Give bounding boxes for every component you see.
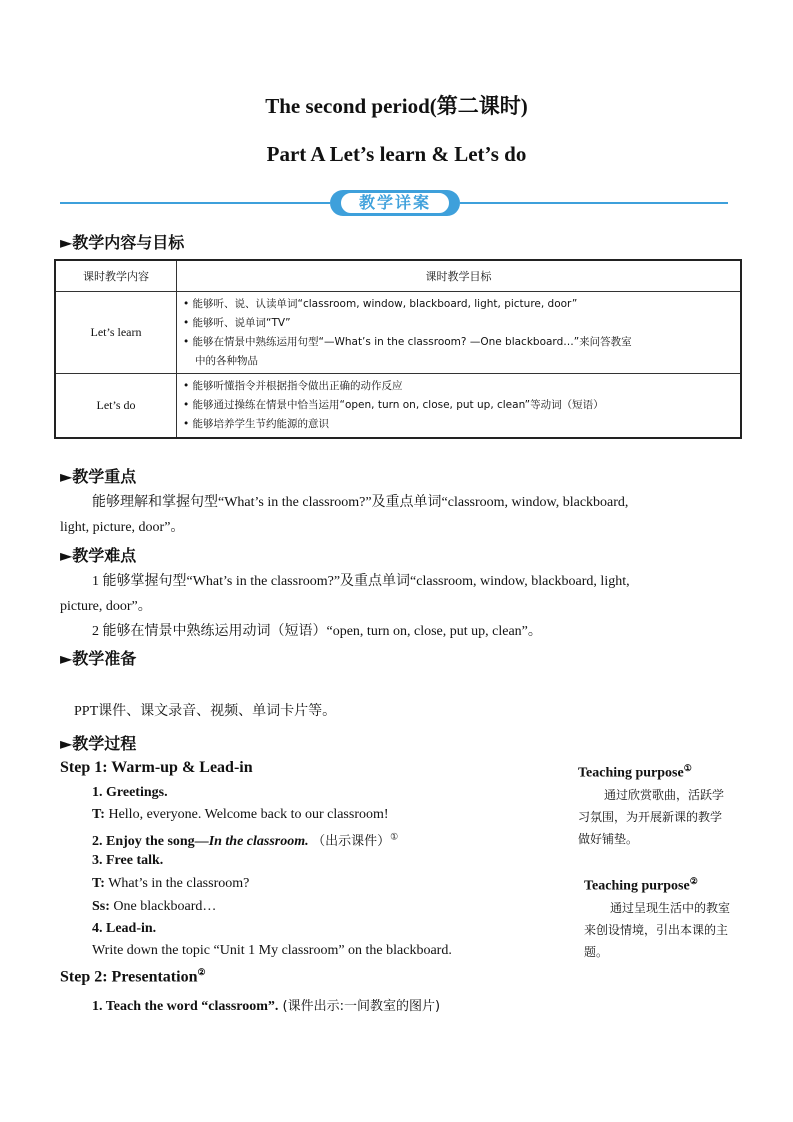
difficulties-line3: 2 能够在情景中熟练运用动词（短语）“open, turn on, close, put up, clean”。	[92, 624, 542, 639]
table-header-content: 课时教学内容	[55, 260, 177, 292]
speaker-label: T:	[92, 876, 105, 891]
free-talk-item: 3. Free talk.	[92, 853, 164, 868]
purpose2-mark: ②	[689, 876, 698, 886]
table-cell-content: Let’s do	[55, 374, 177, 438]
purpose1-mark: ①	[683, 763, 692, 773]
key-points-line2: light, picture, door”。	[60, 520, 185, 535]
banner-line-left	[60, 202, 330, 204]
banner-label: 教学详案	[340, 192, 450, 214]
purpose2-line: 来创设情境，引出本课的主	[584, 923, 729, 937]
key-points-heading: ►教学重点	[60, 467, 137, 486]
difficulties-line2: picture, door”。	[60, 599, 152, 614]
difficulties-heading: ►教学难点	[60, 546, 137, 565]
teach-note: (课件出示:一间教室的图片)	[278, 999, 441, 1014]
table-row	[55, 374, 741, 438]
purpose1-title-text: Teaching purpose	[578, 765, 684, 781]
goals-table	[54, 259, 742, 439]
students-line	[92, 899, 216, 915]
page-title: The second period(第二课时)	[265, 94, 528, 118]
key-points-line1: 能够理解和掌握句型“What’s in the classroom?”及重点单词“classroom, window, blackboard,	[92, 495, 629, 510]
purpose2-title	[584, 876, 698, 895]
goal-item: 中的各种物品	[195, 354, 258, 367]
step2-footnote-mark: ②	[197, 967, 206, 977]
song-note: （出示课件）	[312, 834, 391, 849]
speech-text: What’s in the classroom?	[104, 876, 250, 891]
speech-text: Hello, everyone. Welcome back to our classroom!	[104, 807, 389, 822]
table-row	[55, 292, 741, 374]
song-footnote-mark: ①	[390, 831, 399, 842]
greetings-item: 1. Greetings.	[92, 785, 168, 800]
banner-pill	[330, 190, 460, 216]
song-label: 2. Enjoy the song—	[92, 834, 209, 849]
difficulties-line1: 1 能够掌握句型“What’s in the classroom?”及重点单词“classroom, window, blackboard, light,	[92, 574, 630, 589]
speaker-label: Ss:	[92, 899, 110, 914]
preparation-text: PPT课件、课文录音、视频、单词卡片等。	[74, 704, 337, 719]
purpose1-title	[578, 763, 692, 782]
goal-item: • 能够在情景中熟练运用句型“—What’s in the classroom? —One blackboard…”来问答教室	[183, 335, 632, 348]
process-heading: ►教学过程	[60, 734, 137, 753]
teach-classroom-item	[92, 995, 440, 1015]
banner-line-right	[460, 202, 728, 204]
purpose2-line: 题。	[584, 945, 609, 959]
purpose1-line: 通过欣赏歌曲，活跃学	[604, 788, 725, 802]
table-cell-content: Let’s learn	[55, 292, 177, 374]
purpose1-line: 做好铺垫。	[578, 832, 639, 846]
lead-in-item: 4. Lead-in.	[92, 921, 157, 936]
goal-item: • 能够培养学生节约能源的意识	[183, 417, 330, 430]
teacher-line-2	[92, 876, 249, 892]
song-item	[92, 830, 398, 850]
content-goals-heading: ►教学内容与目标	[60, 233, 185, 252]
song-title: In the classroom.	[208, 834, 309, 849]
goal-item: • 能够通过操练在情景中恰当运用“open, turn on, close, put up, clean”等动词（短语）	[183, 398, 604, 411]
teacher-line-1	[92, 807, 389, 823]
teach-label: 1. Teach the word “classroom”.	[92, 999, 279, 1014]
goal-item: • 能够听、说单词“TV”	[183, 316, 291, 329]
table-header-goals: 课时教学目标	[177, 260, 742, 292]
purpose2-title-text: Teaching purpose	[584, 878, 690, 894]
purpose1-body	[578, 784, 748, 850]
lead-in-text: Write down the topic “Unit 1 My classroom” on the blackboard.	[92, 943, 452, 958]
purpose1-line: 习氛围，为开展新课的教学	[578, 810, 723, 824]
purpose2-line: 通过呈现生活中的教室	[610, 901, 731, 915]
purpose2-body	[584, 897, 754, 963]
table-cell-goals	[177, 292, 742, 374]
step2-heading	[60, 967, 206, 986]
speech-text: One blackboard…	[109, 899, 217, 914]
section-banner	[60, 190, 728, 216]
goal-item: • 能够听、说、认读单词“classroom, window, blackboard, light, picture, door”	[183, 297, 578, 310]
table-cell-goals	[177, 374, 742, 438]
goal-item: • 能够听懂指令并根据指令做出正确的动作反应	[183, 379, 403, 392]
table-header-row	[55, 260, 741, 292]
page-subtitle: Part A Let’s learn & Let’s do	[266, 142, 527, 166]
speaker-label: T:	[92, 807, 105, 822]
preparation-heading: ►教学准备	[60, 649, 137, 668]
step2-label: Step 2: Presentation	[60, 968, 198, 986]
step1-heading: Step 1: Warm-up & Lead-in	[60, 759, 253, 776]
